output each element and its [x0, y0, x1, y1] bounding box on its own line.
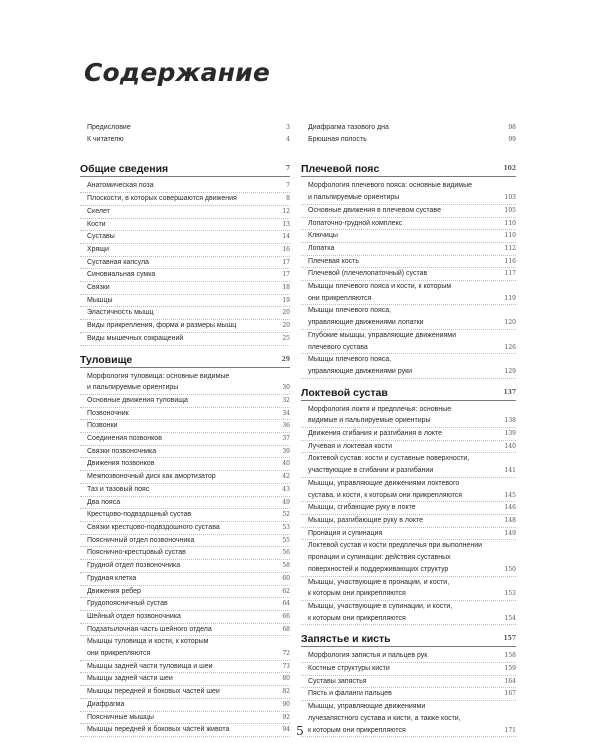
- toc-entry-label: Плоскости, в которых совершаются движения: [87, 195, 237, 203]
- toc-section-heading[interactable]: [301, 632, 516, 647]
- toc-entry-page: 53: [282, 523, 290, 531]
- toc-entry-label: Мышцы, управляющие движениями локтевого сустава, и кости, к которым они прикрепляются: [308, 479, 463, 499]
- toc-entry-page: 55: [282, 536, 290, 544]
- toc-entry-page: 8: [286, 195, 290, 203]
- toc-entry[interactable]: [301, 515, 516, 528]
- toc-section-label: Локтевой сустав: [301, 386, 388, 399]
- toc-entry-page: 73: [282, 662, 290, 670]
- toc-entry-label: Межпозвоночный диск как амортизатор: [87, 473, 216, 481]
- toc-entry-page: 103: [504, 194, 516, 202]
- toc-entry-label: Анатомическая поза: [87, 182, 154, 190]
- toc-entry-label: Синовиальная сумка: [87, 271, 156, 279]
- toc-entry[interactable]: [80, 547, 290, 560]
- toc-entry-page: 153: [504, 590, 516, 598]
- toc-entry-label: Пронация и супинация: [308, 529, 383, 537]
- toc-entry-label: Грудопоясничный сустав: [87, 600, 168, 608]
- toc-entry-page: 3: [286, 124, 290, 131]
- toc-entry-page: 4: [286, 135, 290, 143]
- toc-sections-left: [80, 162, 290, 737]
- toc-entry-page: 98: [508, 124, 516, 131]
- toc-entry[interactable]: [80, 244, 290, 257]
- toc-entry[interactable]: [80, 446, 290, 459]
- toc-entry-page: 17: [282, 271, 290, 279]
- toc-entry-page: 19: [282, 296, 290, 304]
- toc-entry-label: Локтевой сустав: кости и суставные поверхности, участвующие в сгибании и разгибании: [308, 455, 470, 475]
- toc-entry-label: Таз и тазовый пояс: [87, 485, 150, 493]
- toc-section-page: 7: [285, 165, 290, 173]
- toc-entry-page: 120: [504, 319, 516, 327]
- toc-entry-label: Предисловие: [87, 124, 131, 131]
- toc-entry[interactable]: [80, 686, 290, 699]
- toc-entry-label: Позвоночник: [87, 409, 129, 417]
- toc-entry-label: Позвонки: [87, 422, 118, 430]
- toc-entry[interactable]: [80, 661, 290, 674]
- toc-entry[interactable]: [80, 269, 290, 282]
- toc-entry-label: Мышцы плечевого пояса, управляющие движениями руки: [308, 356, 413, 375]
- toc-entry-page: 164: [504, 677, 516, 685]
- page-number: 5: [296, 724, 304, 738]
- toc-entry-page: 140: [504, 442, 516, 450]
- toc-entry[interactable]: [80, 535, 290, 548]
- toc-entry[interactable]: [301, 330, 516, 354]
- toc-section-label: Запястье и кисть: [301, 633, 391, 646]
- toc-entry-page: 158: [504, 652, 516, 660]
- toc-entry-label: Шейный отдел позвоночника: [87, 612, 181, 620]
- toc-entry-label: Крестцово-подвздошный сустав: [87, 511, 192, 519]
- toc-entry[interactable]: [80, 573, 290, 586]
- toc-entry-page: 7: [286, 182, 290, 190]
- toc-entry-page: 148: [504, 516, 516, 524]
- toc-entry-page: 72: [282, 650, 290, 658]
- toc-entry[interactable]: [80, 257, 290, 270]
- toc-entry-page: 49: [282, 498, 290, 506]
- toc-entry-page: 68: [282, 625, 290, 633]
- toc-entry-label: Пояснично-крестцовый сустав: [87, 549, 186, 557]
- toc-entry-label: Подзатылочная часть шейного отдела: [87, 625, 212, 633]
- toc-entry[interactable]: [80, 231, 290, 244]
- toc-entry-label: Костные структуры кисти: [308, 665, 390, 673]
- toc-section-page: 157: [503, 635, 516, 643]
- toc-entry[interactable]: [301, 134, 516, 146]
- toc-entry[interactable]: [301, 230, 516, 243]
- toc-entry[interactable]: [301, 502, 516, 515]
- toc-entry-label: Грудной отдел позвоночника: [87, 562, 181, 570]
- toc-entry-label: Поясничные мышцы: [87, 713, 154, 721]
- toc-entry[interactable]: [80, 206, 290, 219]
- toc-column-left: [80, 122, 290, 737]
- toc-entry-page: 58: [282, 562, 290, 570]
- toc-entry-page: 17: [282, 258, 290, 266]
- toc-entry-page: 112: [504, 244, 516, 252]
- toc-entry-page: 92: [282, 713, 290, 721]
- toc-entry-page: 80: [282, 675, 290, 683]
- toc-entry[interactable]: [301, 256, 516, 269]
- toc-entry-label: Связки позвоночника: [87, 447, 157, 455]
- toc-entry-page: 116: [504, 257, 516, 265]
- toc-section-page: 137: [503, 388, 516, 396]
- toc-entry-label: Кости: [87, 220, 106, 228]
- toc-entry-label: Суставы: [87, 233, 115, 241]
- toc-entry-page: 141: [504, 467, 516, 475]
- toc-entry[interactable]: [301, 205, 516, 218]
- toc-entry[interactable]: [80, 282, 290, 295]
- toc-entry-label: Мышцы туловища и кости, к которым они прикрепляются: [87, 638, 209, 658]
- toc-entry-page: 66: [282, 612, 290, 620]
- toc-entry[interactable]: [80, 180, 290, 193]
- toc-entry-label: Глубокие мышцы, управляющие движениями плечевого сустава: [308, 331, 457, 351]
- toc-entry-label: Диафрагма тазового дна: [308, 124, 389, 131]
- toc-entry[interactable]: [80, 471, 290, 484]
- toc-entry-page: 150: [504, 565, 516, 573]
- toc-entry[interactable]: [80, 624, 290, 637]
- toc-entry[interactable]: [80, 122, 290, 134]
- toc-entry-label: Ключицы: [308, 232, 338, 240]
- toc-entry-label: Скелет: [87, 207, 110, 215]
- toc-entry[interactable]: [301, 180, 516, 204]
- toc-entry-page: 105: [504, 206, 516, 214]
- toc-entry-label: Лопаточно-грудной комплекс: [308, 219, 403, 227]
- toc-entry[interactable]: [80, 320, 290, 333]
- toc-entry-page: 42: [282, 473, 290, 481]
- toc-entry-page: 149: [504, 529, 516, 537]
- toc-entry-label: Морфология локтя и предплечья: основные видимые и пальпируемые ориентиры: [308, 405, 452, 425]
- toc-entry-page: 64: [282, 600, 290, 608]
- toc-entry[interactable]: [80, 458, 290, 471]
- toc-entry-page: 18: [282, 284, 290, 292]
- toc-entry-label: Лучевая и локтевая кости: [308, 442, 392, 450]
- toc-entry[interactable]: [80, 433, 290, 446]
- toc-entry-page: 171: [504, 726, 516, 734]
- toc-entry[interactable]: [80, 193, 290, 206]
- toc-entry-label: Локтевой сустав и кости предплечья при выполнении пронации и супинации: действия суставных поверхностей и поддерживающих структур: [308, 542, 483, 573]
- toc-entry-page: 110: [504, 219, 516, 227]
- toc-entry-label: Диафрагма: [87, 700, 125, 708]
- toc-entry[interactable]: [301, 663, 516, 676]
- toc-entry-label: Соединения позвонков: [87, 435, 162, 443]
- toc-entry[interactable]: [301, 354, 516, 378]
- toc-entry-label: Виды мышечных сокращений: [87, 334, 184, 342]
- toc-entry-label: Мышцы задней части туловища и шеи: [87, 662, 213, 670]
- toc-entry-page: 14: [282, 233, 290, 241]
- toc-entry-label: Суставы запястья: [308, 677, 367, 685]
- toc-entry[interactable]: [301, 650, 516, 663]
- toc-entry-label: Мышцы: [87, 296, 113, 304]
- toc-entry[interactable]: [301, 688, 516, 701]
- toc-entry[interactable]: [80, 484, 290, 497]
- toc-entry-page: 52: [282, 511, 290, 519]
- toc-entry[interactable]: [80, 307, 290, 320]
- toc-entry-label: Основные движения туловища: [87, 396, 188, 404]
- toc-entry-label: Брюшная полость: [308, 135, 367, 143]
- toc-entry-page: 126: [504, 343, 516, 351]
- toc-entry-label: Мышцы, разгибающие руку в локте: [308, 516, 424, 524]
- toc-entry-page: 82: [282, 688, 290, 696]
- toc-entry[interactable]: [80, 219, 290, 232]
- toc-entry-label: Мышцы, управляющие движениями лучезапястного сустава и кисти, а также кости, к которым они прикрепляются: [308, 703, 461, 734]
- toc-entry-label: Морфология запястья и пальцев рук: [308, 652, 428, 660]
- toc-entry-label: Мышцы плечевого пояса и кости, к которым они прикрепляются: [308, 283, 452, 302]
- toc-entry-page: 117: [504, 270, 516, 278]
- toc-entry-page: 129: [504, 367, 516, 375]
- toc-entry-page: 145: [504, 491, 516, 499]
- toc-entry-page: 94: [282, 726, 290, 734]
- toc-entry[interactable]: [301, 676, 516, 689]
- toc-entry-page: 36: [282, 422, 290, 430]
- toc-entry[interactable]: [301, 601, 516, 625]
- toc-section-heading[interactable]: [301, 386, 516, 401]
- toc-entry-label: Суставная капсула: [87, 258, 149, 266]
- toc-section-page: 29: [281, 355, 290, 363]
- toc-entry-label: К читателю: [87, 135, 124, 143]
- toc-entry-label: Грудная клетка: [87, 574, 137, 582]
- toc-entry-label: Мышцы задней части шеи: [87, 675, 173, 683]
- toc-section-heading[interactable]: [80, 353, 290, 368]
- toc-entry-page: 56: [282, 549, 290, 557]
- toc-entry-page: 39: [282, 447, 290, 455]
- toc-entry-label: Лопатка: [308, 244, 335, 252]
- toc-entry-label: Хрящи: [87, 245, 109, 253]
- toc-entry-label: Два пояса: [87, 498, 121, 506]
- toc-entry-page: 167: [504, 690, 516, 698]
- toc-entry[interactable]: [301, 404, 516, 428]
- toc-entry-label: Основные движения в плечевом суставе: [308, 206, 441, 214]
- toc-section-heading[interactable]: [301, 162, 516, 177]
- toc-section-page: 102: [503, 165, 516, 173]
- toc-entry[interactable]: [301, 305, 516, 329]
- toc-section-label: Общие сведения: [80, 163, 169, 176]
- toc-entry-page: 90: [282, 700, 290, 708]
- toc-entry-label: Мышцы, сгибающие руку в локте: [308, 504, 416, 512]
- toc-entry-label: Морфология туловища: основные видимые и пальпируемые ориентиры: [87, 372, 230, 392]
- toc-entry[interactable]: [80, 611, 290, 624]
- toc-entry[interactable]: [301, 478, 516, 502]
- toc-entry-page: 99: [508, 135, 516, 143]
- toc-entry-label: Морфология плечевого пояса: основные видимые и пальпируемые ориентиры: [308, 182, 473, 202]
- toc-entry-page: 30: [282, 384, 290, 392]
- toc-entry-label: Связки: [87, 284, 110, 292]
- toc-entry-page: 20: [282, 322, 290, 330]
- toc-entry[interactable]: [301, 281, 516, 305]
- toc-entry-page: 20: [282, 309, 290, 317]
- toc-entry-label: Плечевая кость: [308, 257, 359, 265]
- toc-section-label: Плечевой пояс: [301, 163, 380, 176]
- toc-entry[interactable]: [80, 598, 290, 611]
- toc-entry[interactable]: [301, 428, 516, 441]
- toc-entry[interactable]: [301, 218, 516, 231]
- toc-entry[interactable]: [80, 509, 290, 522]
- toc-entry-page: 119: [504, 294, 516, 302]
- toc-section-label: Туловище: [80, 353, 133, 366]
- toc-entry[interactable]: [80, 134, 290, 146]
- toc-entry-page: 159: [504, 665, 516, 673]
- toc-column-right: [301, 122, 516, 737]
- toc-entry-label: Мышцы, участвующие в супинации, и кости, к которым они прикрепляются: [308, 602, 453, 622]
- toc-entry-label: Мышцы передней и боковых частей живота: [87, 726, 230, 734]
- toc-entry-label: Движения сгибания и разгибания в локте: [308, 430, 443, 438]
- toc-entry-page: 32: [282, 396, 290, 404]
- toc-entry-page: 43: [282, 485, 290, 493]
- toc-entry-page: 40: [282, 460, 290, 468]
- toc-entry[interactable]: [301, 453, 516, 477]
- toc-entry[interactable]: [80, 636, 290, 660]
- toc-entry-page: 12: [282, 207, 290, 215]
- toc-entry-page: 37: [282, 435, 290, 443]
- toc-entry-page: 138: [504, 417, 516, 425]
- toc-entry[interactable]: [301, 122, 516, 134]
- toc-entry[interactable]: [301, 540, 516, 576]
- toc-entry[interactable]: [80, 295, 290, 308]
- toc-entry[interactable]: [80, 395, 290, 408]
- toc-entry-page: 62: [282, 587, 290, 595]
- toc-entry[interactable]: [80, 522, 290, 535]
- toc-entry-label: Движения ребер: [87, 587, 141, 595]
- toc-entry-label: Пясть и фаланги пальцев: [308, 690, 392, 698]
- toc-entry[interactable]: [301, 441, 516, 454]
- toc-entry-label: Плечевой (плечелопаточный) сустав: [308, 270, 428, 278]
- toc-entry[interactable]: [80, 371, 290, 395]
- toc-entry[interactable]: [80, 333, 290, 346]
- toc-entry-page: 13: [282, 220, 290, 228]
- toc-entry[interactable]: [80, 408, 290, 421]
- toc-entry-label: Поясничный отдел позвоночника: [87, 536, 195, 544]
- toc-entry-label: Движения позвонков: [87, 460, 155, 468]
- toc-entry[interactable]: [301, 268, 516, 281]
- toc-entry[interactable]: [80, 586, 290, 599]
- toc-entry[interactable]: [80, 712, 290, 725]
- toc-entry[interactable]: [301, 243, 516, 256]
- toc-entry-page: 154: [504, 614, 516, 622]
- toc-entry-page: 110: [504, 232, 516, 240]
- page-title: Содержание: [84, 58, 271, 87]
- toc-entry[interactable]: [301, 577, 516, 601]
- toc-entry-label: Мышцы, участвующие в пронации, и кости, к которым они прикрепляются: [308, 578, 450, 598]
- toc-entry[interactable]: [80, 497, 290, 510]
- toc-entry[interactable]: [301, 528, 516, 541]
- toc-entry[interactable]: [80, 560, 290, 573]
- toc-entry-label: Виды прикрепления, форма и размеры мышц: [87, 322, 237, 330]
- toc-entry-page: 16: [282, 245, 290, 253]
- toc-sections-right: [301, 162, 516, 737]
- toc-entry-label: Эластичность мышц: [87, 309, 154, 317]
- toc-entry-page: 139: [504, 430, 516, 438]
- toc-entry-label: Связки крестцово-подвздошного сустава: [87, 523, 220, 531]
- toc-entry-page: 25: [282, 334, 290, 342]
- toc-entry-label: Мышцы плечевого пояса, управляющие движениями лопатки: [308, 307, 424, 327]
- toc-entry[interactable]: [80, 420, 290, 433]
- toc-entry-page: 146: [504, 504, 516, 512]
- toc-entry-label: Мышцы передней и боковых частей шеи: [87, 688, 220, 696]
- toc-entry[interactable]: [80, 673, 290, 686]
- toc-entry[interactable]: [80, 699, 290, 712]
- toc-entry-page: 60: [282, 574, 290, 582]
- toc-section-heading[interactable]: [80, 162, 290, 177]
- toc-entry-page: 34: [282, 409, 290, 417]
